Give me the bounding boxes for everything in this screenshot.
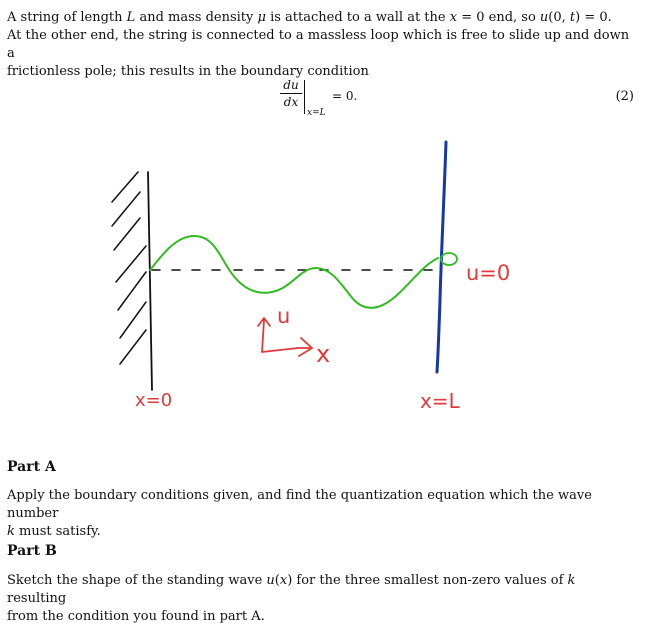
label-x-axis: x	[316, 340, 331, 368]
part-b-text: resulting	[7, 591, 67, 606]
evaluation-subscript: x=L	[307, 108, 326, 118]
equation-number: (2)	[615, 89, 634, 104]
loop-ring	[441, 253, 457, 265]
string-wave	[150, 236, 438, 308]
fraction-bar	[280, 93, 302, 94]
x-symbol: x	[279, 573, 288, 588]
intro-text: (0,	[548, 10, 570, 25]
intro-text: is attached to a wall at the	[265, 10, 450, 25]
intro-text: and mass density	[135, 10, 258, 25]
length-symbol: L	[126, 10, 136, 25]
density-symbol: μ	[257, 10, 266, 25]
part-a-paragraph	[7, 487, 637, 541]
part-a-heading: Part A	[7, 459, 56, 475]
intro-paragraph	[7, 9, 637, 81]
intro-line-1	[7, 9, 637, 27]
part-b-text: (	[274, 573, 280, 588]
k-symbol: k	[7, 524, 15, 539]
u-symbol: u	[266, 573, 275, 588]
t-symbol: t	[569, 10, 576, 25]
intro-text: ) = 0.	[575, 10, 612, 25]
k-symbol: k	[567, 573, 576, 588]
wall-line	[148, 172, 152, 390]
label-u-equals-0: u=0	[466, 261, 511, 285]
part-b-text: Sketch the shape of the standing wave	[7, 573, 267, 588]
derivative-fraction	[280, 78, 302, 109]
equation-rhs: = 0.	[332, 89, 358, 103]
part-b-heading: Part B	[7, 543, 57, 559]
intro-line-2: At the other end, the string is connected to a massless loop which is free to slide up and down a	[7, 28, 630, 61]
intro-line-3: frictionless pole; this results in the boundary condition	[7, 64, 369, 79]
fraction-denominator: dx	[283, 95, 299, 109]
intro-text: = 0 end, so	[457, 10, 540, 25]
evaluation-bar	[304, 80, 305, 114]
string-diagram	[0, 130, 648, 415]
label-u-axis: u	[277, 304, 291, 328]
part-a-line-1: Apply the boundary conditions given, and find the quantization equation which the wave number	[7, 488, 592, 521]
fraction-numerator: du	[283, 78, 299, 92]
part-b-line-2: from the condition you found in part A.	[7, 609, 265, 624]
label-x-equals-L: x=L	[420, 389, 460, 413]
part-b-line-1	[7, 572, 637, 608]
boundary-equation	[280, 78, 400, 128]
u-symbol: u	[539, 10, 549, 25]
intro-text: A string of length	[7, 10, 127, 25]
part-b-text: ) for the three smallest non-zero values of	[287, 573, 568, 588]
part-a-text: must satisfy.	[14, 524, 101, 539]
label-x-equals-0: x=0	[135, 390, 173, 411]
wall-hatching	[112, 172, 146, 364]
part-a-line-2	[7, 523, 637, 541]
x-symbol: x	[449, 10, 458, 25]
